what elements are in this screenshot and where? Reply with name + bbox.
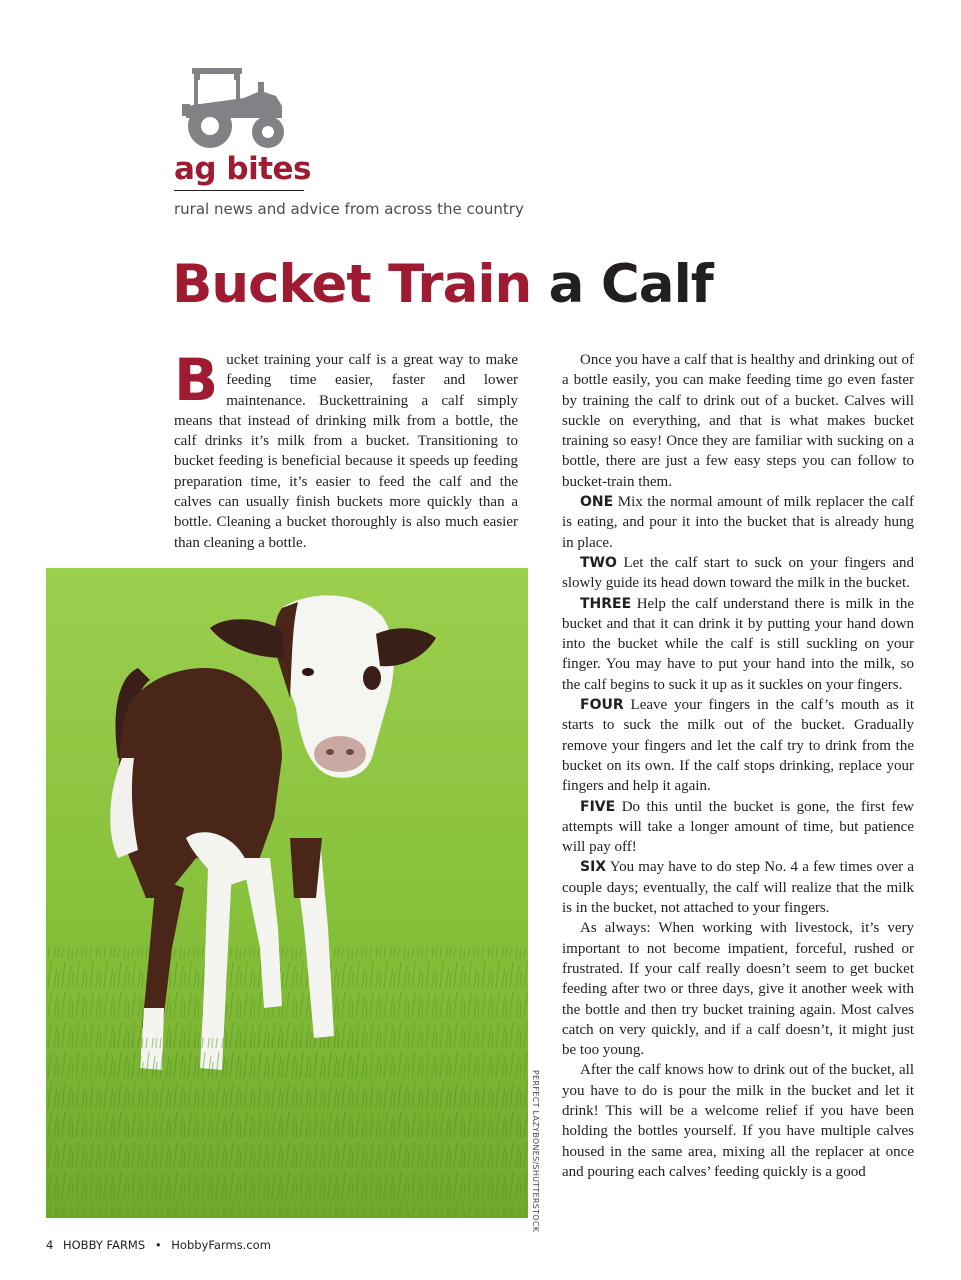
step-five xyxy=(562,797,914,858)
step-text: Leave your fingers in the calf’s mouth as it starts to suck the milk out of the bucket. Gradually remove your fingers and let the calf try to drink from the bucket on its own. If the calf stops drinking, replace your fingers and help it again. xyxy=(562,697,914,795)
section-tagline: rural news and advice from across the country xyxy=(174,200,524,218)
intro-column xyxy=(174,346,518,553)
step-text: Help the calf understand there is milk in the bucket and that it can drink it by putting your hand down into the bucket while the calf is still suckling on your finger. You may have to put your hand into the milk, so the calf begins to suck it up as it suckles on your fingers. xyxy=(562,595,914,693)
tractor-icon xyxy=(172,62,292,154)
page-footer xyxy=(46,1237,277,1253)
intro-paragraph xyxy=(174,346,518,553)
steps-column xyxy=(562,350,914,1182)
headline-accent: Bucket Train xyxy=(172,254,532,315)
step-label: TWO xyxy=(580,554,617,571)
website-link: HobbyFarms.com xyxy=(171,1238,271,1252)
step-label: FOUR xyxy=(580,697,624,714)
closing-paragraph: As always: When working with livestock, it’s very important to not become impatient, forceful, rushed or frustrated. If your calf really doesn’t seem to get bucket feeding after two or three days, give it another week with the bottle and then try bucket training again. Most calves catch on very quickly, and if a calf doesn’t, it might just be too young. xyxy=(562,920,914,1059)
step-text: Do this until the bucket is gone, the first few attempts will take a longer amount of time, but patience will pay off! xyxy=(562,798,915,856)
step-three xyxy=(562,594,914,695)
step-four xyxy=(562,695,914,796)
headline-rest: a Calf xyxy=(531,254,713,315)
article-headline xyxy=(172,252,713,318)
intro-text: ucket training your calf is a great way to make feeding time easier, faster and lower maintenance. Buckettraining a calf simply means that instead of drinking milk from a bottle, the calf drinks it’s milk from a bucket. Transitioning to bucket feeding is beneficial because it speeds up feeding preparation time, it’s easier to feed the calf and the calves can usually finish buckets more quickly than a bottle. Cleaning a bucket thoroughly is also much easier than cleaning a bottle. xyxy=(174,352,518,551)
step-six xyxy=(562,857,914,918)
drop-cap: B xyxy=(174,346,219,414)
section-divider xyxy=(174,190,304,191)
step-two xyxy=(562,553,914,594)
step-text: You may have to do step No. 4 a few times over a couple days; eventually, the calf will realize that the milk is in the bucket, not attached to your fingers. xyxy=(562,859,914,917)
photo-credit: PERFECT LAZYBONES/SHUTTERSTOCK xyxy=(531,1070,540,1233)
step-label: THREE xyxy=(580,595,632,612)
step-label: FIVE xyxy=(580,798,616,815)
calf-photo xyxy=(46,568,528,1218)
step-text: Mix the normal amount of milk replacer the calf is eating, and pour it into the bucket that is already hung in place. xyxy=(562,494,914,551)
step-text: Let the calf start to suck on your fingers and slowly guide its head down toward the milk in the bucket. xyxy=(562,554,915,592)
lead-paragraph: Once you have a calf that is healthy and drinking out of a bottle easily, you can make feeding time go even faster by training the calf to drink out of a bucket. Calves will suckle on everything, and that is what makes bucket training so easy! Once they are familiar with sucking on a bottle, there are just a few easy steps you can follow to bucket-train them. xyxy=(562,352,914,490)
magazine-name: HOBBY FARMS xyxy=(62,1238,146,1252)
step-label: SIX xyxy=(580,859,607,876)
step-one xyxy=(562,492,914,553)
section-title: ag bites xyxy=(174,151,312,187)
page-number: 4 xyxy=(46,1238,54,1252)
step-label: ONE xyxy=(580,494,614,511)
closing-paragraph: After the calf knows how to drink out of the bucket, all you have to do is pour the milk in the bucket and let it drink! This will be a welcome relief if you have been holding the bottles yourself. If you have multiple calves housed in the same area, mixing all the replacer at once and pouring each calves’ feeding quickly is a good xyxy=(562,1062,914,1180)
footer-separator: • xyxy=(154,1238,162,1252)
